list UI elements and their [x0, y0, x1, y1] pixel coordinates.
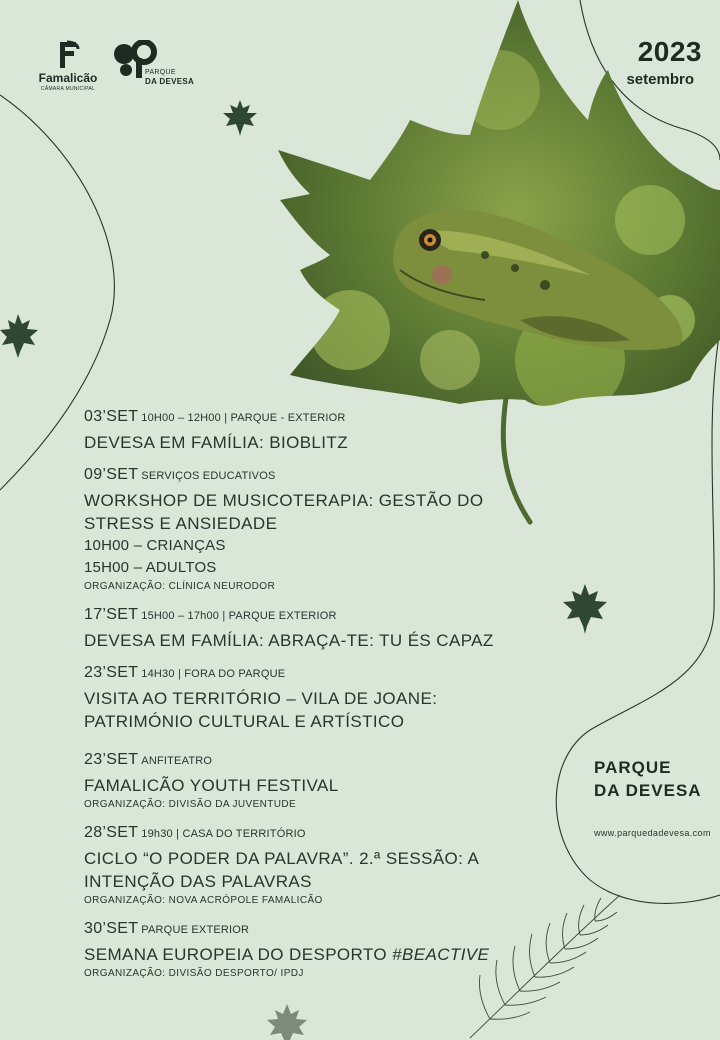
maple-leaf-icon	[0, 312, 40, 360]
event-date: 03’SET	[84, 408, 139, 425]
famalicao-logo[interactable]	[30, 40, 106, 92]
event-item[interactable]	[84, 406, 554, 454]
parque-logo-line1: PARQUE	[145, 69, 176, 76]
event-title: FAMALICÃO YOUTH FESTIVAL	[84, 776, 339, 795]
famalicao-logo-name: Famalicão	[38, 71, 98, 85]
event-date: 28’SET	[84, 824, 139, 841]
month: setembro	[626, 71, 694, 88]
event-organization: ORGANIZAÇÃO: DIVISÃO DA JUVENTUDE	[84, 799, 297, 810]
year: 2023	[637, 36, 702, 67]
event-info: 10H00 – 12H00 | PARQUE - EXTERIOR	[141, 412, 346, 424]
brand-line2: DA DEVESA	[594, 781, 702, 800]
website-link[interactable]: www.parquedadevesa.com	[594, 828, 711, 838]
event-hashtag: #BEACTIVE	[392, 945, 490, 964]
event-item[interactable]	[84, 749, 554, 812]
event-title: WORKSHOP DE MUSICOTERAPIA: GESTÃO DO STRESS E ANSIEDADE	[84, 491, 484, 533]
event-time: 15H00 – ADULTOS	[84, 559, 217, 576]
maple-leaf-icon	[266, 1002, 308, 1040]
event-title: CICLO “O PODER DA PALAVRA”. 2.ª SESSÃO: A INTENÇÃO DAS PALAVRAS	[84, 849, 479, 891]
event-date: 23’SET	[84, 664, 139, 681]
event-info: PARQUE EXTERIOR	[141, 924, 250, 936]
event-title: VISITA AO TERRITÓRIO – VILA DE JOANE: PATRIMÓNIO CULTURAL E ARTÍSTICO	[84, 689, 438, 731]
event-info: SERVIÇOS EDUCATIVOS	[141, 470, 276, 482]
event-item[interactable]	[84, 918, 554, 981]
event-date: 17’SET	[84, 606, 139, 623]
event-date: 09’SET	[84, 466, 139, 483]
event-title: DEVESA EM FAMÍLIA: BIOBLITZ	[84, 433, 348, 452]
famalicao-logo-icon	[56, 40, 80, 70]
maple-leaf-icon	[562, 582, 608, 636]
famalicao-logo-sub: CÂMARA MUNICIPAL	[40, 86, 96, 92]
event-organization: ORGANIZAÇÃO: NOVA ACRÓPOLE FAMALICÃO	[84, 895, 323, 906]
brand-name	[594, 756, 702, 802]
events-list	[84, 406, 554, 991]
event-item[interactable]	[84, 464, 554, 594]
event-info: 19h30 | CASA DO TERRITÓRIO	[141, 828, 306, 840]
event-item[interactable]	[84, 604, 554, 652]
event-date: 23’SET	[84, 751, 139, 768]
event-organization: ORGANIZAÇÃO: DIVISÃO DESPORTO/ IPDJ	[84, 968, 304, 979]
event-date: 30’SET	[84, 920, 139, 937]
event-title-main: SEMANA EUROPEIA DO DESPORTO	[84, 945, 393, 964]
maple-leaf-icon	[220, 98, 260, 138]
event-item[interactable]	[84, 822, 554, 908]
event-info: 14H30 | FORA DO PARQUE	[141, 668, 286, 680]
brand-line1: PARQUE	[594, 758, 672, 777]
event-info: ANFITEATRO	[141, 755, 213, 767]
event-title	[84, 943, 554, 966]
event-info: 15H00 – 17h00 | PARQUE EXTERIOR	[141, 610, 337, 622]
event-title: DEVESA EM FAMÍLIA: ABRAÇA-TE: TU ÉS CAPAZ	[84, 631, 494, 650]
event-item[interactable]	[84, 662, 554, 733]
parque-logo-line2: DA DEVESA	[145, 77, 195, 86]
event-time: 10H00 – CRIANÇAS	[84, 537, 226, 554]
event-organization: ORGANIZAÇÃO: CLÍNICA NEURODOR	[84, 581, 276, 592]
